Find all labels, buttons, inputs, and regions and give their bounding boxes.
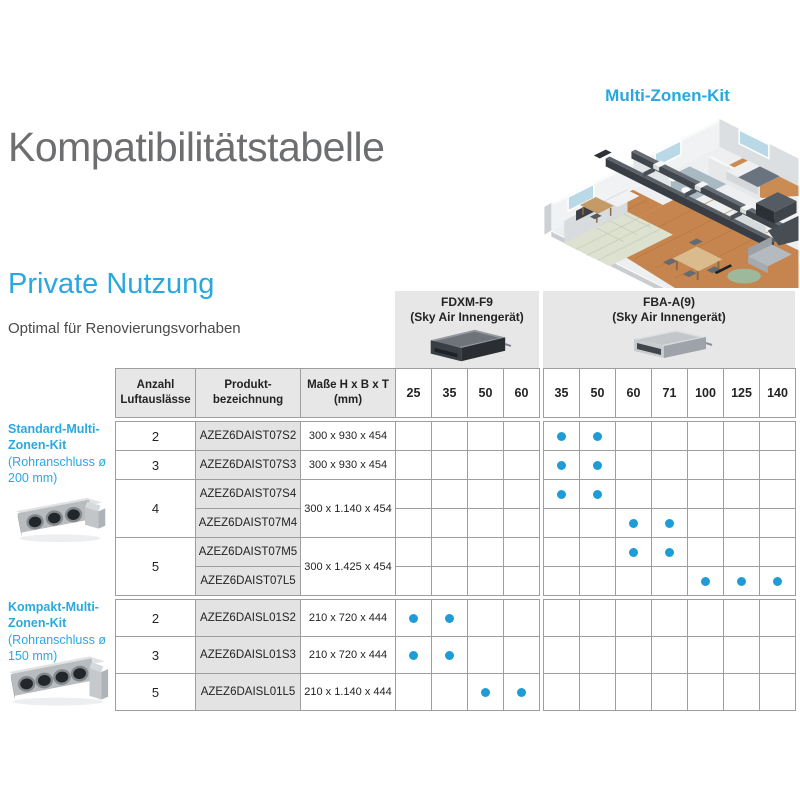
col-header-dimensions: Maße H x B x T (mm) <box>301 369 396 418</box>
compat-cell <box>580 674 616 711</box>
ducted-unit-light-icon <box>624 325 714 365</box>
outlet-count: 4 <box>116 480 196 538</box>
product-code: AZEZ6DAISL01S2 <box>196 600 301 637</box>
compat-cell <box>432 637 468 674</box>
compat-cell <box>688 509 724 538</box>
compat-cell <box>724 600 760 637</box>
compat-cell <box>580 567 616 596</box>
compat-cell <box>760 637 796 674</box>
compat-cell <box>468 509 504 538</box>
compatibility-table <box>115 368 796 711</box>
compat-cell <box>760 600 796 637</box>
outlet-count: 5 <box>116 538 196 596</box>
size-header: 100 <box>688 369 724 418</box>
compat-cell <box>504 538 540 567</box>
compat-cell <box>652 567 688 596</box>
compat-cell <box>504 600 540 637</box>
size-header: 125 <box>724 369 760 418</box>
compat-cell <box>580 422 616 451</box>
house-cutaway-illustration <box>535 112 800 288</box>
illustration-label: Multi-Zonen-Kit <box>605 86 730 105</box>
size-header: 60 <box>504 369 540 418</box>
col-header-outlets: Anzahl Luftauslässe <box>116 369 196 418</box>
compat-cell <box>432 422 468 451</box>
table-row <box>116 538 796 567</box>
compat-cell <box>652 538 688 567</box>
compat-cell <box>580 480 616 509</box>
multi-zone-kit-3-outlets-icon <box>12 492 112 546</box>
compat-cell <box>432 567 468 596</box>
compat-cell <box>396 509 432 538</box>
section-subtitle: Optimal für Renovierungsvorhaben <box>8 320 241 337</box>
compat-cell <box>504 480 540 509</box>
compat-cell <box>432 538 468 567</box>
compat-cell <box>688 567 724 596</box>
compat-cell <box>652 480 688 509</box>
compat-cell <box>504 422 540 451</box>
compat-cell <box>468 422 504 451</box>
compat-cell <box>468 480 504 509</box>
section-title: Private Nutzung <box>8 268 215 300</box>
compat-cell <box>544 451 580 480</box>
compat-cell <box>724 674 760 711</box>
multi-zone-kit-4-outlets-icon <box>5 648 115 710</box>
size-header: 71 <box>652 369 688 418</box>
compat-cell <box>504 674 540 711</box>
compat-cell <box>396 637 432 674</box>
compat-cell <box>580 538 616 567</box>
col-header-product: Produkt- bezeichnung <box>196 369 301 418</box>
compat-cell <box>616 637 652 674</box>
compat-cell <box>468 674 504 711</box>
product-code: AZEZ6DAIST07M5 <box>196 538 301 567</box>
compat-cell <box>724 480 760 509</box>
outlet-count: 3 <box>116 451 196 480</box>
group-name: Standard-Multi-Zonen-Kit <box>8 422 100 453</box>
compat-cell <box>544 567 580 596</box>
compat-cell <box>652 637 688 674</box>
compat-cell <box>688 422 724 451</box>
compat-cell <box>724 538 760 567</box>
compat-cell <box>580 600 616 637</box>
compat-cell <box>688 674 724 711</box>
compat-cell <box>760 422 796 451</box>
compat-cell <box>468 637 504 674</box>
compat-cell <box>652 509 688 538</box>
size-header: 50 <box>468 369 504 418</box>
compat-cell <box>688 538 724 567</box>
compat-cell <box>544 637 580 674</box>
outlet-count: 5 <box>116 674 196 711</box>
compat-cell <box>580 509 616 538</box>
compat-cell <box>760 674 796 711</box>
compat-cell <box>468 538 504 567</box>
group-connection: (Rohranschluss ø 150 mm) <box>8 632 106 663</box>
outlet-count: 2 <box>116 600 196 637</box>
product-code: AZEZ6DAIST07L5 <box>196 567 301 596</box>
outlet-count: 2 <box>116 422 196 451</box>
compat-cell <box>688 600 724 637</box>
compat-cell <box>544 422 580 451</box>
compat-cell <box>760 538 796 567</box>
table-row <box>116 674 796 711</box>
compat-cell <box>724 451 760 480</box>
unit-header-fdxm-title: FDXM-F9 (Sky Air Innengerät) <box>410 295 524 324</box>
compat-cell <box>616 600 652 637</box>
group-label-standard <box>8 421 118 486</box>
table-row <box>116 480 796 509</box>
compat-cell <box>688 637 724 674</box>
group-name: Kompakt-Multi-Zonen-Kit <box>8 600 99 631</box>
compat-cell <box>760 451 796 480</box>
compat-cell <box>504 637 540 674</box>
compat-cell <box>468 451 504 480</box>
compat-cell <box>724 422 760 451</box>
compat-cell <box>688 451 724 480</box>
compat-cell <box>432 451 468 480</box>
compat-cell <box>396 422 432 451</box>
compat-cell <box>616 567 652 596</box>
compat-cell <box>544 674 580 711</box>
group-connection: (Rohranschluss ø 200 mm) <box>8 454 106 485</box>
compat-cell <box>652 600 688 637</box>
dimensions-value: 300 x 1.140 x 454 <box>301 480 396 538</box>
compat-cell <box>432 509 468 538</box>
compat-cell <box>688 480 724 509</box>
product-code: AZEZ6DAISL01S3 <box>196 637 301 674</box>
size-header: 35 <box>544 369 580 418</box>
dimensions-value: 210 x 1.140 x 444 <box>301 674 396 711</box>
table-row <box>116 600 796 637</box>
compat-cell <box>616 538 652 567</box>
compat-cell <box>544 480 580 509</box>
compat-cell <box>396 538 432 567</box>
compat-cell <box>760 480 796 509</box>
size-header: 50 <box>580 369 616 418</box>
compat-cell <box>652 451 688 480</box>
table-row <box>116 422 796 451</box>
product-code: AZEZ6DAIST07M4 <box>196 509 301 538</box>
compat-cell <box>652 422 688 451</box>
table-row <box>116 637 796 674</box>
compat-cell <box>616 451 652 480</box>
table-row <box>116 509 796 538</box>
compat-cell <box>432 674 468 711</box>
compat-cell <box>396 600 432 637</box>
compat-cell <box>580 451 616 480</box>
compat-cell <box>504 451 540 480</box>
illustration-block <box>535 86 800 288</box>
table-row <box>116 567 796 596</box>
dimensions-value: 300 x 930 x 454 <box>301 422 396 451</box>
compat-cell <box>616 480 652 509</box>
size-header: 25 <box>396 369 432 418</box>
unit-header-fba-title: FBA-A(9) (Sky Air Innengerät) <box>612 295 726 324</box>
compat-cell <box>724 567 760 596</box>
unit-header-fba <box>543 291 795 368</box>
compat-cell <box>396 567 432 596</box>
compat-cell <box>544 538 580 567</box>
product-code: AZEZ6DAISL01L5 <box>196 674 301 711</box>
compat-cell <box>544 509 580 538</box>
size-header: 35 <box>432 369 468 418</box>
dimensions-value: 300 x 930 x 454 <box>301 451 396 480</box>
page-title: Kompatibilitätstabelle <box>8 124 385 170</box>
product-code: AZEZ6DAIST07S3 <box>196 451 301 480</box>
unit-header-fdxm <box>395 291 539 368</box>
size-header: 140 <box>760 369 796 418</box>
compat-cell <box>504 567 540 596</box>
compat-cell <box>396 674 432 711</box>
product-code: AZEZ6DAIST07S2 <box>196 422 301 451</box>
dimensions-value: 300 x 1.425 x 454 <box>301 538 396 596</box>
compat-cell <box>468 600 504 637</box>
table-header-row <box>116 369 796 418</box>
ducted-unit-dark-icon <box>417 325 517 367</box>
compat-cell <box>396 480 432 509</box>
compat-cell <box>724 637 760 674</box>
compat-cell <box>760 509 796 538</box>
size-header: 60 <box>616 369 652 418</box>
table-row <box>116 451 796 480</box>
compat-cell <box>616 422 652 451</box>
compat-cell <box>760 567 796 596</box>
dimensions-value: 210 x 720 x 444 <box>301 637 396 674</box>
compat-cell <box>396 451 432 480</box>
compat-cell <box>580 637 616 674</box>
compat-cell <box>652 674 688 711</box>
compat-cell <box>432 480 468 509</box>
compat-cell <box>468 567 504 596</box>
compat-cell <box>724 509 760 538</box>
compat-cell <box>616 509 652 538</box>
product-code: AZEZ6DAIST07S4 <box>196 480 301 509</box>
compat-cell <box>432 600 468 637</box>
compat-cell <box>544 600 580 637</box>
compat-cell <box>504 509 540 538</box>
dimensions-value: 210 x 720 x 444 <box>301 600 396 637</box>
outlet-count: 3 <box>116 637 196 674</box>
compat-cell <box>616 674 652 711</box>
